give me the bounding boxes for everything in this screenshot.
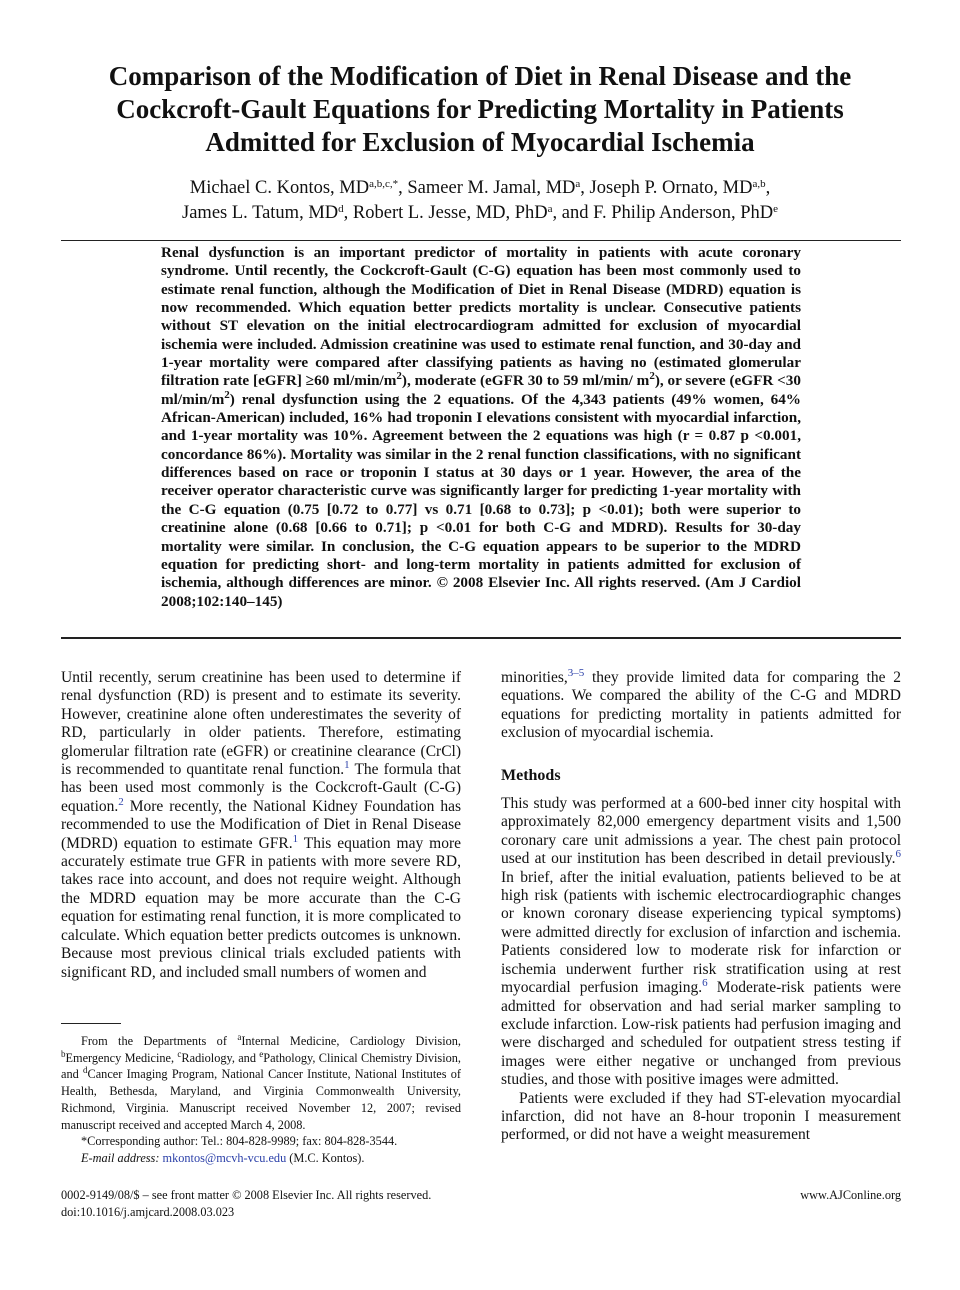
- author-affiliation: a,b: [752, 178, 766, 190]
- footnote-text: Radiology, and: [181, 1050, 260, 1065]
- body-text: This equation may more accurately estimate true GFR in patients with more severe RD, takes race into account, and does not require weight. Although the MDRD equation may be more accurate than the C-G equation for estimating renal function, it is more complicated to calculate. Which equation better predicts outcomes is unknown. Because most previous clinical trials excluded patients with significant RD, and included small numbers of women and: [61, 834, 461, 981]
- footnotes: [61, 1033, 461, 1167]
- body-text: they provide limited data for comparing the 2 equations. We compared the ability of the C-G and MDRD equations for predicting mortality in patients admitted for exclusion of myocardial ischemia.: [501, 669, 901, 742]
- abstract-text: ), or severe (eGFR <30 ml/min/m: [161, 372, 801, 408]
- body-left-column: [61, 669, 461, 982]
- abstract-top-divider: [61, 240, 901, 241]
- footer-website[interactable]: www.AJConline.org: [800, 1188, 901, 1202]
- footnote-text: Pathology, Clinical Chemistry Division, and: [61, 1050, 461, 1082]
- body-text: Moderate-risk patients were admitted for observation and had serial marker sampling to exclude infarction. Low-risk patients had perfusion imaging and were discharged and scheduled for outpatient stress testing if images were either negative or unchanged from previous studies, and those with positive images were admitted.: [501, 979, 901, 1089]
- footnote-divider: [61, 1023, 121, 1024]
- title-line: Cockcroft-Gault Equations for Predicting Mortality in Patients: [116, 94, 844, 124]
- affiliations-footnote: [61, 1033, 461, 1133]
- superscript: 2: [224, 388, 230, 401]
- superscript: 2: [649, 370, 655, 383]
- author-name: Michael C. Kontos, MD: [189, 178, 370, 198]
- body-text: In brief, after the initial evaluation, patients believed to be at high risk (patients with ischemic electrocardiographic changes or known coronary disease experiencing typical symptoms) were admitted directly for exclusion of infarction and ischemia. Patients considered low to moderate risk for infarction or ischemia underwent further risk stratification using at rest myocardial perfusion imaging.: [501, 868, 901, 997]
- superscript: 2: [396, 370, 402, 383]
- abstract-text: ), moderate (eGFR 30 to 59 ml/min/ m: [401, 372, 650, 390]
- author-affiliation: a: [547, 203, 553, 215]
- author-name: Robert L. Jesse, MD, PhD: [352, 203, 548, 223]
- citation-link[interactable]: 6: [702, 977, 708, 990]
- superscript: b: [61, 1048, 66, 1059]
- intro-paragraph-continued: [501, 669, 901, 743]
- email-footnote: [61, 1150, 461, 1167]
- citation-link[interactable]: 6: [895, 848, 901, 861]
- issn-line: 0002-9149/08/$ – see front matter © 2008 Elsevier Inc. All rights reserved.: [61, 1188, 432, 1202]
- author-name: Sameer M. Jamal, MD: [407, 178, 576, 198]
- author-line: [60, 176, 900, 201]
- author-list: [60, 176, 900, 226]
- author-separator: ,: [580, 178, 590, 198]
- abstract-bottom-divider: [61, 637, 901, 639]
- footnote-text: From the Departments of: [81, 1034, 238, 1048]
- body-right-column: [501, 669, 901, 1145]
- citation-link[interactable]: 1: [344, 759, 350, 772]
- footer-left: [61, 1187, 431, 1221]
- email-link[interactable]: mkontos@mcvh-vcu.edu: [162, 1150, 287, 1165]
- footnote-text: Emergency Medicine,: [65, 1050, 178, 1065]
- author-separator: ,: [765, 178, 771, 198]
- abstract: [161, 244, 801, 611]
- footnote-text: Cancer Imaging Program, National Cancer Institute, National Institutes of Health, Bethesda, Maryland, and Virginia Commonwealth University, Richmond, Virginia. Manuscript received November 12, 2007; revised manuscript received and accepted March 4, 2008.: [61, 1067, 461, 1132]
- superscript: e: [259, 1048, 264, 1059]
- doi-line[interactable]: doi:10.1016/j.amjcard.2008.03.023: [61, 1205, 235, 1219]
- superscript: a: [237, 1032, 242, 1042]
- author-affiliation: a,b,c,*: [369, 178, 399, 190]
- section-heading-methods: Methods: [501, 766, 561, 784]
- author-name: James L. Tatum, MD: [182, 203, 339, 223]
- author-line: [60, 201, 900, 226]
- title-line: Admitted for Exclusion of Myocardial Ischemia: [205, 127, 755, 157]
- intro-paragraph: [61, 669, 461, 982]
- abstract-text: Renal dysfunction is an important predictor of mortality in patients with acute coronary syndrome. Until recently, the Cockcroft-Gault (C-G) equation has been most commonly used to estimate renal function, although the Modification of Diet in Renal Disease (MDRD) equation is now recommended. Which equation better predicts mortality is unclear. Consecutive patients without ST elevation on the initial electrocardiogram admitted for exclusion of myocardial ischemia were included. Admission creatinine was used to estimate renal function, and 30-day and 1-year mortality were compared after classifying patients as having no (estimated glomerular filtration rate [eGFR] ≥60 ml/min/m: [161, 244, 801, 390]
- citation-link[interactable]: 2: [118, 795, 124, 808]
- email-label: E-mail address:: [81, 1150, 160, 1165]
- body-text: More recently, the National Kidney Foundation has recommended to use the Modification of Diet in Renal Disease (MDRD) equation to estimate GFR.: [61, 797, 461, 852]
- author-affiliation: a: [575, 178, 581, 190]
- author-name: Joseph P. Ornato, MD: [589, 178, 753, 198]
- body-text: minorities,: [501, 669, 568, 686]
- author-affiliation: d: [338, 203, 344, 215]
- citation-link[interactable]: 1: [292, 832, 299, 845]
- title-line: Comparison of the Modification of Diet in Renal Disease and the: [108, 61, 852, 91]
- body-text: This study was performed at a 600-bed inner city hospital with approximately 82,000 emergency department visits and 1,500 coronary care unit admissions a year. The chest pain protocol used at our institution has been described in detail previously.: [501, 795, 901, 868]
- author-name: F. Philip Anderson, PhD: [593, 203, 774, 223]
- body-text: Until recently, serum creatinine has been used to determine if renal dysfunction (RD) is present and to estimate its severity. However, creatinine alone often underestimates the severity of RD, particularly in older patients. Therefore, estimating glomerular filtration rate (eGFR) or creatinine clearance (CrCl) is recommended to quantitate renal function.: [61, 669, 461, 779]
- methods-paragraph: [501, 795, 901, 1090]
- article-title: [60, 60, 900, 159]
- author-separator: ,: [343, 203, 353, 223]
- corresponding-author: *Corresponding author: Tel.: 804-828-9989; fax: 804-828-3544.: [81, 1134, 398, 1149]
- superscript: c: [177, 1048, 182, 1059]
- abstract-text: ) renal dysfunction using the 2 equations. Of the 4,343 patients (49% women, 64% African-American) included, 16% had troponin I elevations consistent with myocardial infarction, and 1-year mortality was 10%. Agreement between the 2 equations was high (r = 0.87 p <0.001, concordance 86%). Mortality was similar in the 2 renal function classifications, with no significant differences based on race or troponin I status at 30 days or 1 year. However, the area of the receiver operator characteristic curve was significantly larger for predicting 1-year mortality with the C-G equation (0.75 [0.72 to 0.77] vs 0.71 [0.68 to 0.73]; p <0.01); both were superior to creatinine alone (0.68 [0.66 to 0.71]; p <0.01 for both C-G and MDRD). Results for 30-day mortality were similar. In conclusion, the C-G equation appears to be superior to the MDRD equation for predicting short- and long-term mortality in patients admitted for exclusion of ischemia, although differences are minor. © 2008 Elsevier Inc. All rights reserved. (Am J Cardiol 2008;102:140–145): [161, 390, 801, 610]
- footnote-text: Internal Medicine, Cardiology Division,: [241, 1034, 461, 1048]
- author-separator: , and: [552, 203, 594, 223]
- methods-paragraph: Patients were excluded if they had ST-elevation myocardial infarction, did not have an 8-hour troponin I measurement performed, or did not have a weight measurement: [501, 1089, 901, 1144]
- citation-link[interactable]: 3–5: [567, 667, 585, 679]
- author-separator: ,: [398, 178, 408, 198]
- footnote-text: (M.C. Kontos).: [286, 1150, 365, 1165]
- body-text: The formula that has been used most commonly is the Cockcroft-Gault (C-G) equation.: [61, 761, 461, 815]
- author-affiliation: e: [773, 203, 778, 215]
- superscript: d: [83, 1065, 88, 1076]
